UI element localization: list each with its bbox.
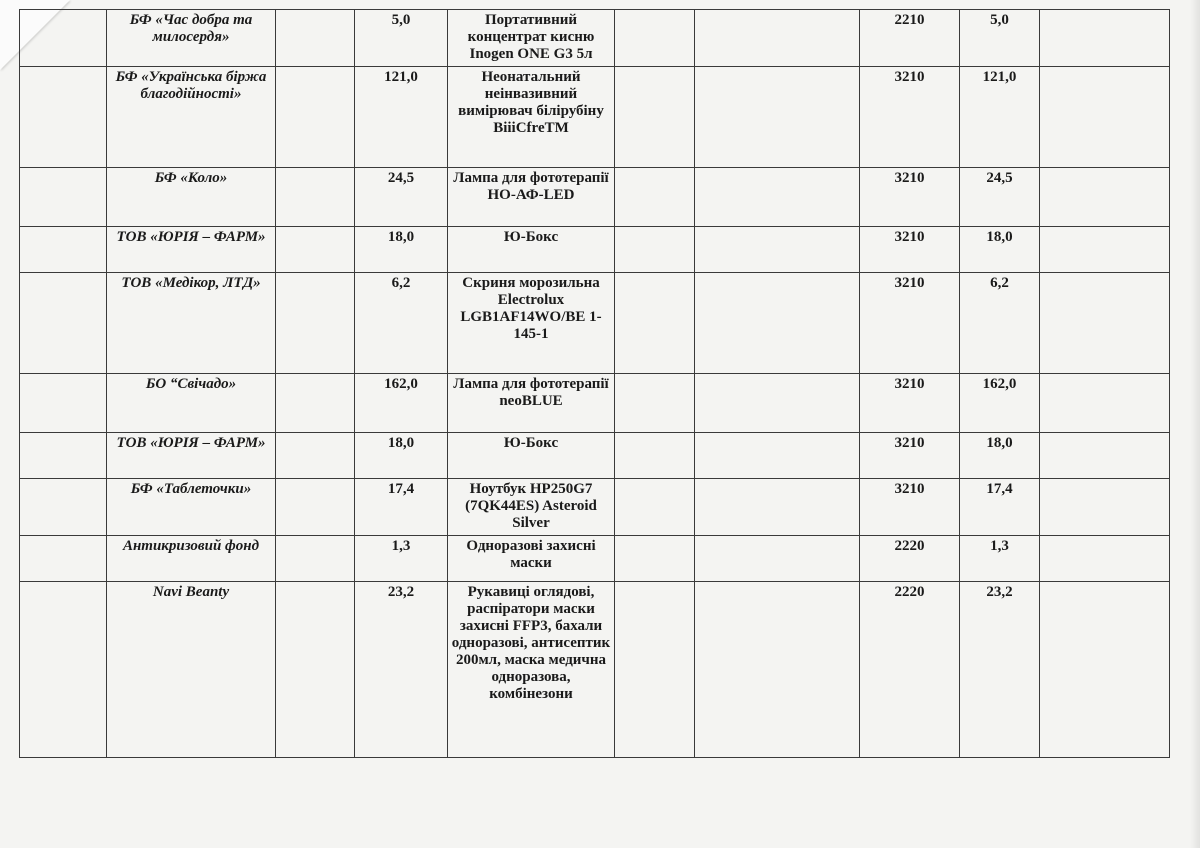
- blank-cell: [615, 433, 695, 479]
- sum-cell: 121,0: [960, 67, 1040, 168]
- blank-cell: [20, 536, 107, 582]
- item-cell: Портативний концентрат кисню Inogen ONE G3 5л: [448, 10, 615, 67]
- blank-cell: [695, 227, 860, 273]
- amount-cell: 18,0: [355, 227, 448, 273]
- item-cell: Скриня морозильна Electrolux LGB1AF14WO/BE 1-145-1: [448, 273, 615, 374]
- blank-cell: [1040, 479, 1170, 536]
- amount-cell: 24,5: [355, 168, 448, 227]
- item-cell: Рукавиці оглядові, распіратори маски захисні FFP3, бахали одноразові, антисептик 200мл, маска медична одноразова, комбінезони: [448, 582, 615, 758]
- blank-cell: [20, 168, 107, 227]
- table-row: [20, 433, 1170, 479]
- item-cell: Лампа для фототерапії neoBLUE: [448, 374, 615, 433]
- organization-cell: БФ «Час добра та милосердя»: [107, 10, 276, 67]
- blank-cell: [615, 536, 695, 582]
- blank-cell: [615, 168, 695, 227]
- donations-table: [19, 9, 1170, 758]
- amount-cell: 18,0: [355, 433, 448, 479]
- blank-cell: [276, 273, 355, 374]
- organization-cell: Navi Beanty: [107, 582, 276, 758]
- blank-cell: [276, 374, 355, 433]
- blank-cell: [20, 67, 107, 168]
- blank-cell: [1040, 374, 1170, 433]
- blank-cell: [695, 582, 860, 758]
- blank-cell: [1040, 582, 1170, 758]
- blank-cell: [276, 479, 355, 536]
- blank-cell: [1040, 433, 1170, 479]
- blank-cell: [1040, 273, 1170, 374]
- table-row: [20, 67, 1170, 168]
- organization-cell: БФ «Коло»: [107, 168, 276, 227]
- blank-cell: [615, 582, 695, 758]
- sum-cell: 5,0: [960, 10, 1040, 67]
- code-cell: 3210: [860, 227, 960, 273]
- blank-cell: [20, 10, 107, 67]
- blank-cell: [1040, 168, 1170, 227]
- blank-cell: [276, 67, 355, 168]
- blank-cell: [276, 582, 355, 758]
- amount-cell: 121,0: [355, 67, 448, 168]
- blank-cell: [20, 433, 107, 479]
- blank-cell: [276, 536, 355, 582]
- amount-cell: 17,4: [355, 479, 448, 536]
- blank-cell: [1040, 536, 1170, 582]
- blank-cell: [695, 374, 860, 433]
- amount-cell: 162,0: [355, 374, 448, 433]
- amount-cell: 23,2: [355, 582, 448, 758]
- table-row: [20, 168, 1170, 227]
- sum-cell: 18,0: [960, 433, 1040, 479]
- blank-cell: [615, 67, 695, 168]
- blank-cell: [695, 536, 860, 582]
- organization-cell: ТОВ «Медікор, ЛТД»: [107, 273, 276, 374]
- table-row: [20, 479, 1170, 536]
- table-row: [20, 374, 1170, 433]
- sum-cell: 18,0: [960, 227, 1040, 273]
- organization-cell: БФ «Українська біржа благодійності»: [107, 67, 276, 168]
- blank-cell: [20, 273, 107, 374]
- blank-cell: [276, 227, 355, 273]
- code-cell: 3210: [860, 374, 960, 433]
- blank-cell: [20, 582, 107, 758]
- blank-cell: [1040, 227, 1170, 273]
- blank-cell: [695, 168, 860, 227]
- item-cell: Ноутбук HP250G7 (7QK44ES) Asteroid Silver: [448, 479, 615, 536]
- scan-edge: [1190, 0, 1200, 848]
- sum-cell: 6,2: [960, 273, 1040, 374]
- blank-cell: [615, 273, 695, 374]
- organization-cell: Антикризовий фонд: [107, 536, 276, 582]
- organization-cell: БФ «Таблеточки»: [107, 479, 276, 536]
- code-cell: 3210: [860, 67, 960, 168]
- blank-cell: [276, 433, 355, 479]
- blank-cell: [615, 227, 695, 273]
- blank-cell: [615, 479, 695, 536]
- code-cell: 3210: [860, 273, 960, 374]
- code-cell: 3210: [860, 433, 960, 479]
- code-cell: 3210: [860, 168, 960, 227]
- table-row: [20, 227, 1170, 273]
- amount-cell: 6,2: [355, 273, 448, 374]
- table-row: [20, 273, 1170, 374]
- organization-cell: БО “Свічадо»: [107, 374, 276, 433]
- blank-cell: [1040, 67, 1170, 168]
- code-cell: 3210: [860, 479, 960, 536]
- blank-cell: [276, 10, 355, 67]
- code-cell: 2220: [860, 536, 960, 582]
- item-cell: Ю-Бокс: [448, 227, 615, 273]
- blank-cell: [20, 374, 107, 433]
- sum-cell: 23,2: [960, 582, 1040, 758]
- code-cell: 2220: [860, 582, 960, 758]
- sum-cell: 24,5: [960, 168, 1040, 227]
- sum-cell: 17,4: [960, 479, 1040, 536]
- blank-cell: [1040, 10, 1170, 67]
- blank-cell: [695, 67, 860, 168]
- sum-cell: 1,3: [960, 536, 1040, 582]
- blank-cell: [695, 479, 860, 536]
- code-cell: 2210: [860, 10, 960, 67]
- item-cell: Неонатальний неінвазивний вимірювач білірубіну BiiiCfreTM: [448, 67, 615, 168]
- blank-cell: [695, 10, 860, 67]
- blank-cell: [615, 374, 695, 433]
- blank-cell: [20, 479, 107, 536]
- blank-cell: [276, 168, 355, 227]
- blank-cell: [20, 227, 107, 273]
- blank-cell: [695, 433, 860, 479]
- table-row: [20, 582, 1170, 758]
- item-cell: Ю-Бокс: [448, 433, 615, 479]
- organization-cell: ТОВ «ЮРІЯ – ФАРМ»: [107, 227, 276, 273]
- amount-cell: 5,0: [355, 10, 448, 67]
- blank-cell: [695, 273, 860, 374]
- item-cell: Лампа для фототерапії НО-АФ-LED: [448, 168, 615, 227]
- item-cell: Одноразові захисні маски: [448, 536, 615, 582]
- organization-cell: ТОВ «ЮРІЯ – ФАРМ»: [107, 433, 276, 479]
- table-row: [20, 536, 1170, 582]
- table-row: [20, 10, 1170, 67]
- sum-cell: 162,0: [960, 374, 1040, 433]
- amount-cell: 1,3: [355, 536, 448, 582]
- blank-cell: [615, 10, 695, 67]
